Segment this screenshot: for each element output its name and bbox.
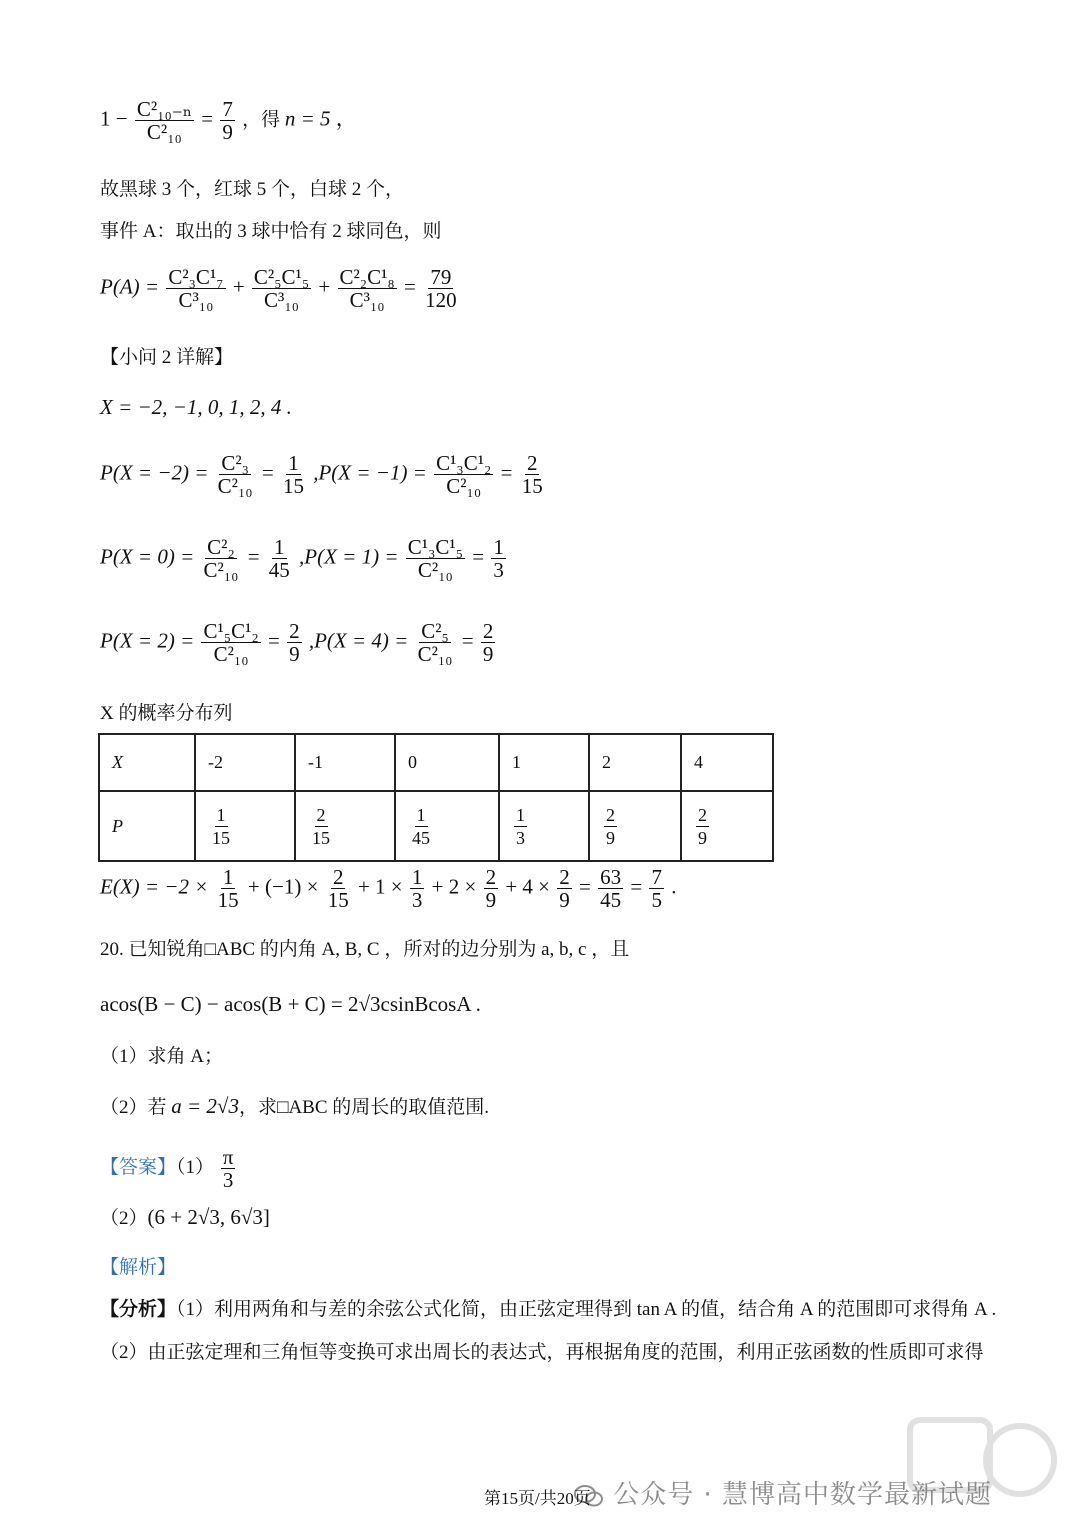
frac-num: C¹₃C¹₅: [407, 535, 464, 559]
frac-den: 9: [606, 827, 615, 848]
fraction: [491, 536, 506, 581]
equation-p3-p4: [100, 536, 508, 581]
frac-num: C²₅: [421, 619, 449, 643]
frac-den: 15: [327, 888, 349, 912]
frac-num: C²₃C¹₇: [168, 265, 224, 289]
answer-line-2: [100, 1203, 270, 1233]
fraction: [267, 536, 292, 581]
table-row: [99, 734, 773, 791]
table-cell: 0: [395, 734, 499, 791]
eq-text: + 4 ×: [505, 874, 550, 899]
frac-den: 120: [425, 288, 457, 312]
eq-text: E(X) = −2 ×: [100, 874, 209, 899]
eq-text: P(X = 2) =: [100, 628, 195, 653]
table-cell: -1: [295, 734, 395, 791]
fraction: [406, 536, 465, 581]
eq-text: （1）利用两角和与差的余弦公式化简，由正弦定理得到 tan A 的值，结合角 A 的范围即可求得角 A .: [176, 1299, 997, 1320]
analysis-heading: 【解析】: [100, 1257, 177, 1278]
table-cell: [499, 791, 589, 861]
eq-text: ,P(X = 1) =: [299, 544, 399, 569]
frac-den: C³₁₀: [178, 288, 214, 312]
frac-num: C²₃: [221, 451, 249, 475]
frac-num: 7: [651, 865, 662, 889]
fraction: [281, 452, 306, 497]
fraction: [201, 536, 240, 581]
table-cell: [195, 791, 295, 861]
table-cell: [295, 791, 395, 861]
table-cell: [589, 791, 681, 861]
eq-text: P(A) =: [100, 274, 160, 299]
eq-text: .: [671, 874, 677, 899]
section-heading: 【小问 2 详解】: [100, 347, 234, 368]
frac-den: 9: [485, 888, 497, 912]
frac-den: 9: [559, 888, 570, 912]
question-20-equation: acos(B − C) − acos(B + C) = 2√3csinBcosA .: [100, 992, 481, 1016]
table-cell: -2: [195, 734, 295, 791]
frac-den: 15: [217, 888, 239, 912]
question-20: 20. 已知锐角□ABC 的内角 A, B, C ，所对的边分别为 a, b, c ，且: [100, 939, 630, 960]
table-header-x: X: [99, 734, 195, 791]
eq-text: P(X = 0) =: [100, 544, 195, 569]
eq-text: （1）: [176, 1156, 215, 1178]
fraction: [135, 98, 194, 143]
table-cell: 4: [681, 734, 773, 791]
eq-text: a = 2√3: [171, 1094, 239, 1118]
fraction: [520, 452, 545, 497]
fraction: [481, 620, 496, 665]
eq-text: +: [232, 274, 245, 299]
answer-label: 【答案】: [100, 1156, 177, 1178]
frac-num: 2: [316, 804, 326, 825]
frac-den: 45: [268, 558, 290, 582]
eq-text: =: [201, 106, 219, 131]
frac-num: π: [222, 1145, 234, 1169]
eq-text: =: [579, 874, 591, 899]
frac-den: 3: [411, 888, 423, 912]
equation-p5-p6: [100, 620, 497, 665]
frac-den: 15: [521, 474, 543, 498]
frac-num: 63: [600, 865, 622, 889]
frac-den: C²₁₀: [203, 558, 239, 582]
equation-pa: [100, 266, 461, 311]
frac-den: 45: [412, 827, 430, 848]
frac-num: 1: [216, 804, 226, 825]
frac-num: 1: [416, 804, 426, 825]
question-20-part2: [100, 1092, 489, 1122]
eq-text: =: [267, 628, 280, 653]
frac-num: 2: [559, 865, 570, 889]
analysis-line-2: （2）由正弦定理和三角恒等变换可求出周长的表达式，再根据角度的范围，利用正弦函数的性质即可求得: [100, 1342, 984, 1363]
frac-num: 2: [606, 804, 615, 825]
frac-num: C¹₅C¹₂: [203, 619, 259, 643]
eq-text: (6 + 2√3, 6√3]: [147, 1205, 270, 1229]
fraction: [434, 452, 493, 497]
frac-num: 1: [274, 535, 285, 559]
eq-text: + 1 ×: [357, 874, 403, 899]
frac-num: 1: [288, 451, 299, 475]
watermark-label: 公众号 · 慧博高中数学最新试题: [613, 1480, 993, 1510]
frac-den: 3: [516, 827, 525, 848]
frac-den: 3: [222, 1168, 234, 1192]
fraction: [252, 266, 311, 311]
equation-expectation: [100, 866, 676, 911]
text-line: 故黑球 3 个，红球 5 个，白球 2 个，: [100, 179, 405, 200]
fraction: [423, 266, 459, 311]
eq-text: =: [461, 628, 474, 653]
frac-num: 1: [411, 865, 423, 889]
frac-den: 9: [222, 120, 233, 144]
frac-den: 15: [282, 474, 304, 498]
page-footer: 第15页/共20页: [484, 1489, 591, 1508]
equation-n: [100, 98, 357, 143]
fraction: [416, 620, 455, 665]
frac-den: 9: [482, 642, 494, 666]
frac-num: 2: [485, 865, 497, 889]
frac-num: C²₅C¹₅: [253, 265, 310, 289]
distribution-table: [98, 733, 774, 862]
frac-num: 1: [516, 804, 525, 825]
eq-text: ，求□ABC 的周长的取值范围.: [238, 1097, 490, 1118]
fraction: [338, 266, 397, 311]
eq-text: P(X = −2) =: [100, 460, 209, 485]
eq-text: + 2 ×: [431, 874, 477, 899]
watermark-text: [574, 1474, 992, 1511]
eq-text: =: [630, 874, 643, 899]
eq-text: ，得: [242, 109, 285, 131]
eq-text: =: [404, 274, 416, 299]
frac-num: 2: [698, 804, 707, 825]
answer-line-1: [100, 1146, 237, 1191]
frac-num: C¹₃C¹₂: [436, 451, 492, 475]
frac-num: 2: [332, 865, 344, 889]
eq-text: =: [247, 544, 260, 569]
frac-num: 2: [289, 619, 300, 643]
frac-num: 1: [493, 535, 504, 559]
eq-text: （2）若: [100, 1097, 172, 1118]
eq-text: 1 −: [100, 106, 128, 131]
table-header-p: P: [99, 791, 195, 861]
eq-text: +: [318, 274, 331, 299]
frac-num: 2: [482, 619, 494, 643]
eq-text: =: [500, 460, 513, 485]
frac-num: 2: [526, 451, 538, 475]
frac-den: C²₁₀: [417, 642, 453, 666]
eq-text: n = 5: [284, 106, 331, 131]
frac-den: 45: [600, 888, 622, 912]
frac-den: C³₁₀: [264, 288, 299, 312]
frac-den: 3: [493, 558, 504, 582]
frac-den: 9: [698, 827, 707, 848]
text-line: 事件 A：取出的 3 球中恰有 2 球同色，则: [100, 221, 442, 242]
question-20-part1: （1）求角 A；: [100, 1046, 223, 1067]
fraction: [216, 452, 255, 497]
eq-text: （2）: [100, 1208, 148, 1229]
frac-num: 1: [222, 865, 234, 889]
fraction: [201, 620, 260, 665]
frac-den: 15: [312, 827, 330, 848]
fraction: [220, 98, 235, 143]
frac-num: C²₂: [207, 535, 235, 559]
frac-den: 5: [651, 888, 662, 912]
eq-text: =: [261, 460, 274, 485]
frac-num: 79: [430, 265, 452, 289]
fraction: [287, 620, 302, 665]
table-cell: 2: [589, 734, 681, 791]
frac-den: C²₁₀: [417, 558, 453, 582]
frac-num: 7: [222, 97, 233, 121]
table-cell: [395, 791, 499, 861]
table-caption: X 的概率分布列: [100, 703, 233, 724]
equation-p1-p2: [100, 452, 547, 497]
fraction: [221, 1146, 236, 1191]
analysis-line-1: [100, 1296, 996, 1324]
frac-den: C²₁₀: [213, 642, 249, 666]
frac-den: C²₁₀: [446, 474, 482, 498]
eq-text: ，: [335, 106, 357, 131]
fraction: [166, 266, 225, 311]
table-cell: [681, 791, 773, 861]
analysis-label: 【分析】: [100, 1299, 177, 1320]
eq-text: + (−1) ×: [247, 874, 319, 899]
equation-x-values: X = −2, −1, 0, 1, 2, 4 .: [100, 395, 292, 419]
eq-text: =: [472, 544, 485, 569]
table-cell: 1: [499, 734, 589, 791]
eq-text: ,P(X = −1) =: [313, 460, 427, 485]
frac-num: C²₂C¹₈: [339, 265, 395, 289]
frac-den: C²₁₀: [217, 474, 253, 498]
frac-den: 9: [289, 642, 300, 666]
table-row: [99, 791, 773, 861]
frac-den: C³₁₀: [349, 288, 385, 312]
frac-num: C²₁₀₋ₙ: [136, 97, 192, 121]
eq-text: ,P(X = 4) =: [308, 628, 409, 653]
frac-den: 15: [212, 827, 230, 848]
frac-den: C²₁₀: [146, 120, 182, 144]
